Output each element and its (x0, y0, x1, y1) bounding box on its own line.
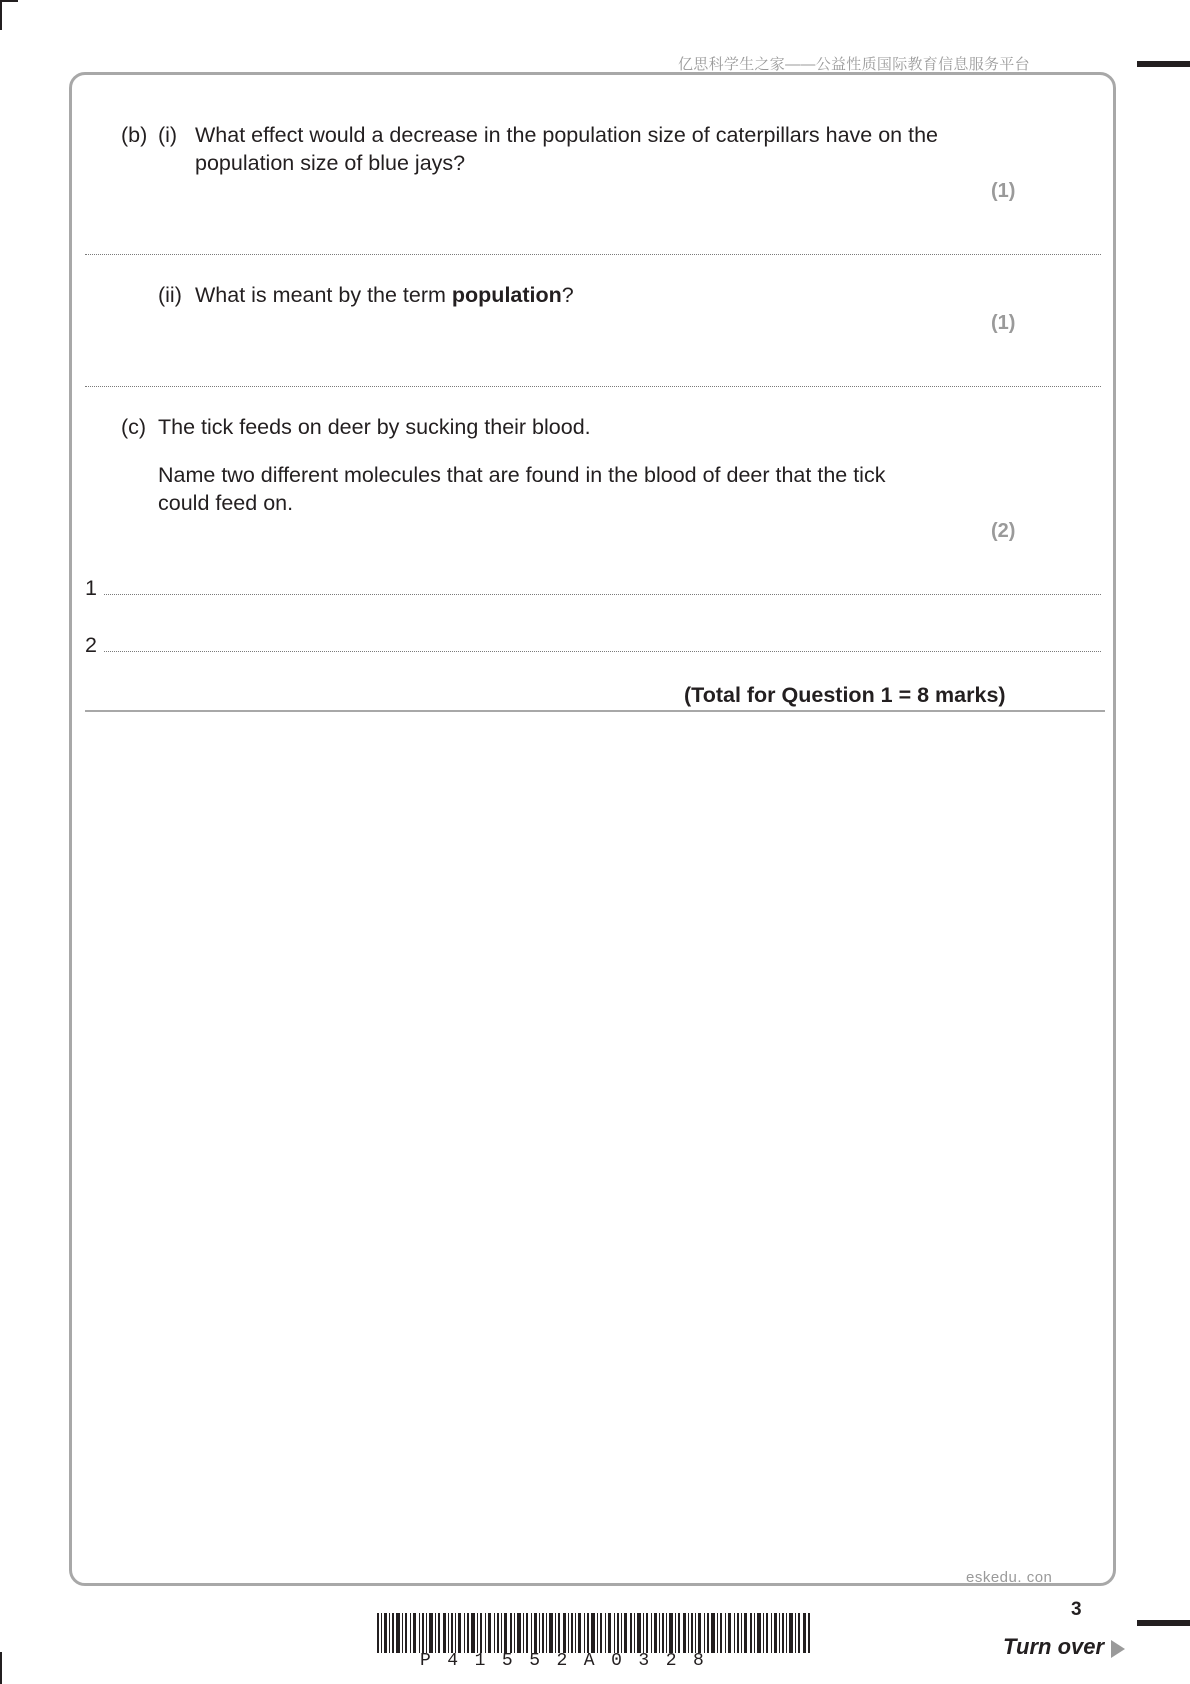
question-b-i-label: (i) (158, 123, 178, 147)
answer-line-c-2[interactable] (104, 651, 1101, 652)
question-b-i-line2: population size of blue jays? (195, 151, 466, 175)
total-rule (85, 710, 1105, 712)
question-c-line2: Name two different molecules that are found in the blood of deer that the tick (158, 463, 886, 487)
turn-over-label: Turn over (1003, 1634, 1105, 1659)
footer-watermark: eskedu. con (966, 1569, 1053, 1586)
page-number: 3 (1071, 1599, 1082, 1620)
question-b-ii-text (195, 281, 574, 309)
barcode-graphic (377, 1613, 810, 1653)
crop-mark-bottom-left (0, 1652, 2, 1684)
question-b-i-line1: What effect would a decrease in the population size of caterpillars have on the (195, 123, 938, 147)
turn-over-arrow-icon (1111, 1640, 1125, 1658)
answer-line-b-i[interactable] (85, 254, 1101, 255)
question-c-label: (c) (121, 415, 147, 439)
question-b-label: (b) (121, 123, 148, 147)
answer-number-2: 2 (85, 633, 97, 657)
question-b-ii-marks: (1) (991, 312, 1016, 334)
question-c-marks: (2) (991, 520, 1016, 542)
answer-number-1: 1 (85, 576, 97, 600)
question-total: (Total for Question 1 = 8 marks) (684, 683, 1006, 707)
question-b-ii-text-end: ? (561, 283, 574, 307)
question-c-line1: The tick feeds on deer by sucking their blood. (158, 415, 591, 439)
question-b-ii-label: (ii) (158, 283, 182, 307)
crop-mark-top-left-h (0, 0, 18, 2)
answer-line-b-ii[interactable] (85, 386, 1101, 387)
question-b-ii-text-start: What is meant by the term (195, 283, 452, 307)
registration-bar-bottom-right (1137, 1620, 1190, 1626)
answer-line-c-1[interactable] (104, 594, 1101, 595)
crop-mark-top-left (0, 0, 2, 30)
barcode-text: P41552A0328 (420, 1651, 721, 1671)
registration-bar-top-right (1137, 61, 1190, 67)
question-b-i-marks: (1) (991, 180, 1016, 202)
header-watermark: 亿思科学生之家——公益性质国际教育信息服务平台 (678, 56, 1030, 73)
question-b-ii-term: population (451, 283, 562, 307)
question-c-line3: could feed on. (158, 491, 294, 515)
